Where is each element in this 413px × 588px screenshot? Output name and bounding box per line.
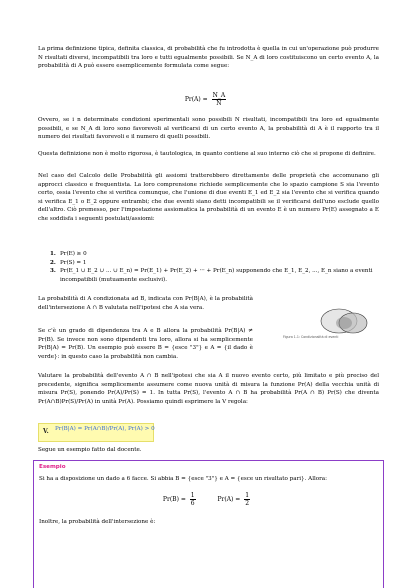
formula-pa-fraction: $\frac{1}{2}$ bbox=[245, 492, 250, 507]
formula-numerator: N_A bbox=[212, 92, 226, 99]
formula-fraction bbox=[212, 92, 227, 107]
axioms-list bbox=[50, 250, 379, 284]
rule-label: V. bbox=[43, 428, 49, 435]
formula-classical-probability bbox=[0, 92, 413, 107]
paragraph-dependence: Se c'è un grado di dipendenza tra A e B allora la probabilità Pr(B|A) ≠ Pr(B). Se invece non sono dipendenti tra loro, allora si ha semplicemente Pr(B|A) = Pr(B). Un esempio può essere B = {esce "3"} e A = {il dado è verde}: in questo caso la probabilità non cambia. bbox=[38, 328, 253, 360]
list-item: 2. Pr(S) = 1 bbox=[50, 259, 87, 266]
example-title: Esempio bbox=[39, 464, 66, 470]
example-box bbox=[33, 460, 384, 588]
example-paragraph-2: Inoltre, la probabilità dell'intersezione è: bbox=[39, 519, 156, 525]
list-item: 1. Pr(E) ≥ 0 bbox=[50, 251, 87, 257]
conditional-probability-formula: Pr(B|A) = Pr(A∩B)/Pr(A), Pr(A) > 0 bbox=[55, 426, 155, 432]
list-item: 3. Pr(E_1 ∪ E_2 ∪ ... ∪ E_n) = Pr(E_1) + Pr(E_2) + ··· + Pr(E_n) supponendo che E_1, E_2, ..., E_n siano a eventi incompatibili (mutuamente esclusivi). bbox=[50, 268, 373, 283]
paragraph-conditional-definition: La probabilità di A condizionata ad B, indicata con Pr(B|A), è la probabilità dell'intersezione A ∩ B valutata nell'ipotesi che A sia vera. bbox=[38, 296, 253, 311]
formula-highlight-box bbox=[38, 423, 154, 442]
paragraph-tautology-note: Questa definizione non è molto rigorosa, è tautologica, in quanto contiene al suo interno ciò che si propone di definire. bbox=[38, 151, 376, 157]
figure-caption: Figura 1.1: Condizionalità di eventi bbox=[283, 335, 339, 339]
formula-lhs: Pr(A) = bbox=[184, 96, 208, 103]
venn-intersection bbox=[336, 317, 352, 329]
paragraph-classical-definition: La prima definizione tipica, definita classica, di probabilità che fu introdotta è quella in cui un'operazione può produrre N risultati diversi, incompatibili tra loro e tutti egualmente possibili. Se N_A di loro costituiscono un certo evento A, la probabilità di A può essere esemplicemente formulata come segue: bbox=[38, 46, 379, 70]
paragraph-definition-explanation: Ovvero, se i n determinate condizioni sperimentali sono possibili N risultati, incompatibili tra loro ed egualmente possibili, e se N_A di loro sono favorevoli al verificarsi di un certo evento A, la probabilità di A è il rapporto tra il numero dei risultati favorevoli e il numero di quelli possibili. bbox=[38, 117, 379, 141]
formula-denominator: N bbox=[216, 100, 222, 107]
formula-pa-lhs: Pr(A) = bbox=[217, 496, 241, 503]
example-paragraph: Si ha a disposizione un dado a 6 facce. Si abbia B = {esce "3"} e A = {esce un risultato pari}. Allora: bbox=[39, 476, 328, 482]
paragraph-axioms-intro: Nel caso del Calcolo delle Probabilità gli assiomi tratterebbero direttamente delle proprietà che accomunano gli approcci classico e frequentista. La loro comprensione richiede semplicemente che lo spazio campione S sia l'evento certo, ossia l'evento che si verifica comunque, che l'unione di due eventi E_1 ed E_2 sia l'evento che si verifica quando si verifica E_1 o E_2 oppure entrambi; che due eventi siano detti incompatibili se il verificarsi dell'uno esclude quello dell'altro. Ciò premesso, per l'impostazione assiomatica la probabilità di un evento E è un numero Pr(E) assegnato a E che soddisfa i seguenti postulati/assiomi: bbox=[38, 173, 379, 222]
paragraph-conditional-rule: Valutare la probabilità dell'evento A ∩ B nell'ipotesi che sia A il nuovo evento certo, più limitato e più preciso del precedente, significa semplicemente assumere come nuova unità di misura la funzione Pr(A) della vecchia unità di misura Pr(S), ponendo Pr(A)/Pr(S) = 1. In tutta Pr(S), l'evento A ∩ B ha probabilità Pr(A ∩ B) Pr(S) che diventa Pr(A∩B)Pr(S)/Pr(A) in unità Pr(A). Possiamo quindi esprimere la V regola: bbox=[38, 373, 379, 405]
formula-pb-fraction: $\frac{1}{6}$ bbox=[190, 492, 195, 507]
formula-pb-lhs: Pr(B) = bbox=[162, 496, 186, 503]
paragraph-example-intro: Segue un esempio fatto dal docente. bbox=[38, 447, 142, 453]
example-formulas bbox=[1, 492, 413, 507]
